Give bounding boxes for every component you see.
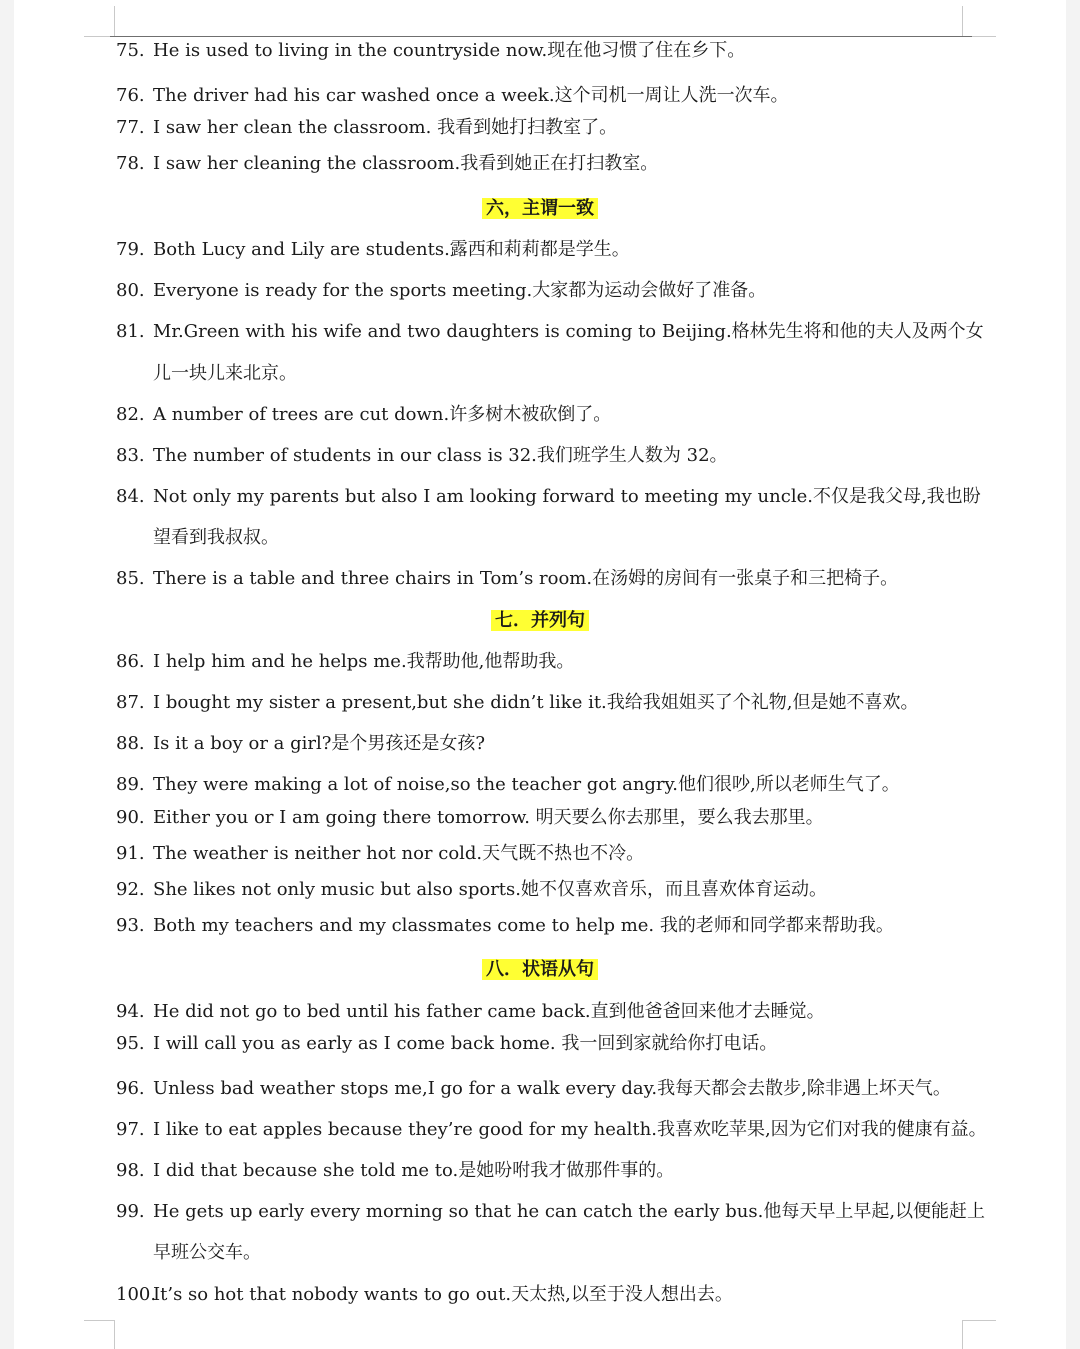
item-number: 76. — [116, 85, 145, 106]
list-item — [0, 876, 1080, 904]
item-number: 91. — [116, 843, 145, 864]
item-number: 79. — [116, 239, 145, 260]
item-text: He did not go to bed until his father came back.直到他爸爸回来他才去睡觉。 — [153, 1001, 825, 1022]
list-item — [0, 236, 1080, 264]
list-item — [0, 401, 1080, 429]
section-heading-text: 八．状语从句 — [482, 959, 598, 980]
item-number: 83. — [116, 445, 145, 466]
item-text: It’s so hot that nobody wants to go out.天太热,以至于没人想出去。 — [153, 1284, 733, 1305]
item-number: 77. — [116, 117, 145, 138]
section-heading — [0, 607, 1080, 635]
list-item — [0, 730, 1080, 758]
item-text: I did that because she told me to.是她吩咐我才做那件事的。 — [153, 1160, 675, 1181]
list-item — [0, 277, 1080, 305]
item-number: 82. — [116, 404, 145, 425]
item-text: Not only my parents but also I am looking forward to meeting my uncle.不仅是我父母,我也盼 — [153, 486, 981, 507]
item-text: The number of students in our class is 32.我们班学生人数为 32。 — [153, 445, 728, 466]
item-number: 99. — [116, 1201, 145, 1222]
item-number: 85. — [116, 568, 145, 589]
item-number: 98. — [116, 1160, 145, 1181]
item-number: 78. — [116, 153, 145, 174]
list-item — [0, 648, 1080, 676]
item-number: 89. — [116, 774, 145, 795]
item-number: 87. — [116, 692, 145, 713]
item-number: 95. — [116, 1033, 145, 1054]
list-item — [0, 37, 1080, 65]
item-text: I saw her cleaning the classroom.我看到她正在打扫教室。 — [153, 153, 659, 174]
item-text: The weather is neither hot nor cold.天气既不热也不冷。 — [153, 843, 645, 864]
item-number: 93. — [116, 915, 145, 936]
item-text: He is used to living in the countryside now.现在他习惯了住在乡下。 — [153, 40, 746, 61]
list-item — [0, 1116, 1080, 1144]
item-number: 86. — [116, 651, 145, 672]
list-item — [0, 114, 1080, 142]
item-text: Everyone is ready for the sports meeting.大家都为运动会做好了准备。 — [153, 280, 767, 301]
item-text: Is it a boy or a girl?是个男孩还是女孩? — [153, 733, 486, 754]
item-text: The driver had his car washed once a week.这个司机一周让人洗一次车。 — [153, 85, 789, 106]
list-item-continuation — [0, 1239, 1080, 1267]
list-item — [0, 840, 1080, 868]
item-text-continuation: 望看到我叔叔。 — [153, 527, 279, 548]
item-number: 100. — [116, 1284, 157, 1305]
list-item — [0, 1198, 1080, 1226]
item-number: 75. — [116, 40, 145, 61]
list-item — [0, 318, 1080, 346]
item-text-continuation: 儿一块儿来北京。 — [153, 363, 297, 384]
list-item — [0, 689, 1080, 717]
section-heading-text: 七．并列句 — [491, 610, 589, 631]
list-item-continuation — [0, 360, 1080, 388]
item-number: 94. — [116, 1001, 145, 1022]
list-item — [0, 804, 1080, 832]
section-heading — [0, 956, 1080, 984]
list-item — [0, 483, 1080, 511]
item-number: 96. — [116, 1078, 145, 1099]
item-number: 88. — [116, 733, 145, 754]
item-text: Unless bad weather stops me,I go for a walk every day.我每天都会去散步,除非遇上坏天气。 — [153, 1078, 951, 1099]
item-text: I help him and he helps me.我帮助他,他帮助我。 — [153, 651, 575, 672]
item-text: Both my teachers and my classmates come to help me. 我的老师和同学都来帮助我。 — [153, 915, 894, 936]
item-text: I bought my sister a present,but she didn’t like it.我给我姐姐买了个礼物,但是她不喜欢。 — [153, 692, 919, 713]
list-item — [0, 912, 1080, 940]
item-text: He gets up early every morning so that he can catch the early bus.他每天早上早起,以便能赶上 — [153, 1201, 986, 1222]
item-number: 84. — [116, 486, 145, 507]
item-number: 92. — [116, 879, 145, 900]
item-text: A number of trees are cut down.许多树木被砍倒了。 — [153, 404, 612, 425]
item-text: I saw her clean the classroom. 我看到她打扫教室了。 — [153, 117, 618, 138]
item-number: 97. — [116, 1119, 145, 1140]
list-item — [0, 442, 1080, 470]
list-item — [0, 150, 1080, 178]
item-text: Mr.Green with his wife and two daughters is coming to Beijing.格林先生将和他的夫人及两个女 — [153, 321, 984, 342]
item-text: Either you or I am going there tomorrow. 明天要么你去那里，要么我去那里。 — [153, 807, 824, 828]
list-item — [0, 771, 1080, 799]
item-number: 90. — [116, 807, 145, 828]
section-heading — [0, 195, 1080, 223]
list-item-continuation — [0, 524, 1080, 552]
list-item — [0, 1157, 1080, 1185]
list-item — [0, 998, 1080, 1026]
item-text: I will call you as early as I come back home. 我一回到家就给你打电话。 — [153, 1033, 778, 1054]
item-number: 80. — [116, 280, 145, 301]
list-item — [0, 1281, 1080, 1309]
item-number: 81. — [116, 321, 145, 342]
section-heading-text: 六，主谓一致 — [482, 198, 598, 219]
list-item — [0, 565, 1080, 593]
item-text: Both Lucy and Lily are students.露西和莉莉都是学生。 — [153, 239, 630, 260]
item-text: She likes not only music but also sports.她不仅喜欢音乐，而且喜欢体育运动。 — [153, 879, 827, 900]
item-text: There is a table and three chairs in Tom’s room.在汤姆的房间有一张桌子和三把椅子。 — [153, 568, 899, 589]
list-item — [0, 82, 1080, 110]
item-text: I like to eat apples because they’re good for my health.我喜欢吃苹果,因为它们对我的健康有益。 — [153, 1119, 987, 1140]
list-item — [0, 1075, 1080, 1103]
item-text: They were making a lot of noise,so the teacher got angry.他们很吵,所以老师生气了。 — [153, 774, 900, 795]
list-item — [0, 1030, 1080, 1058]
item-text-continuation: 早班公交车。 — [153, 1242, 261, 1263]
